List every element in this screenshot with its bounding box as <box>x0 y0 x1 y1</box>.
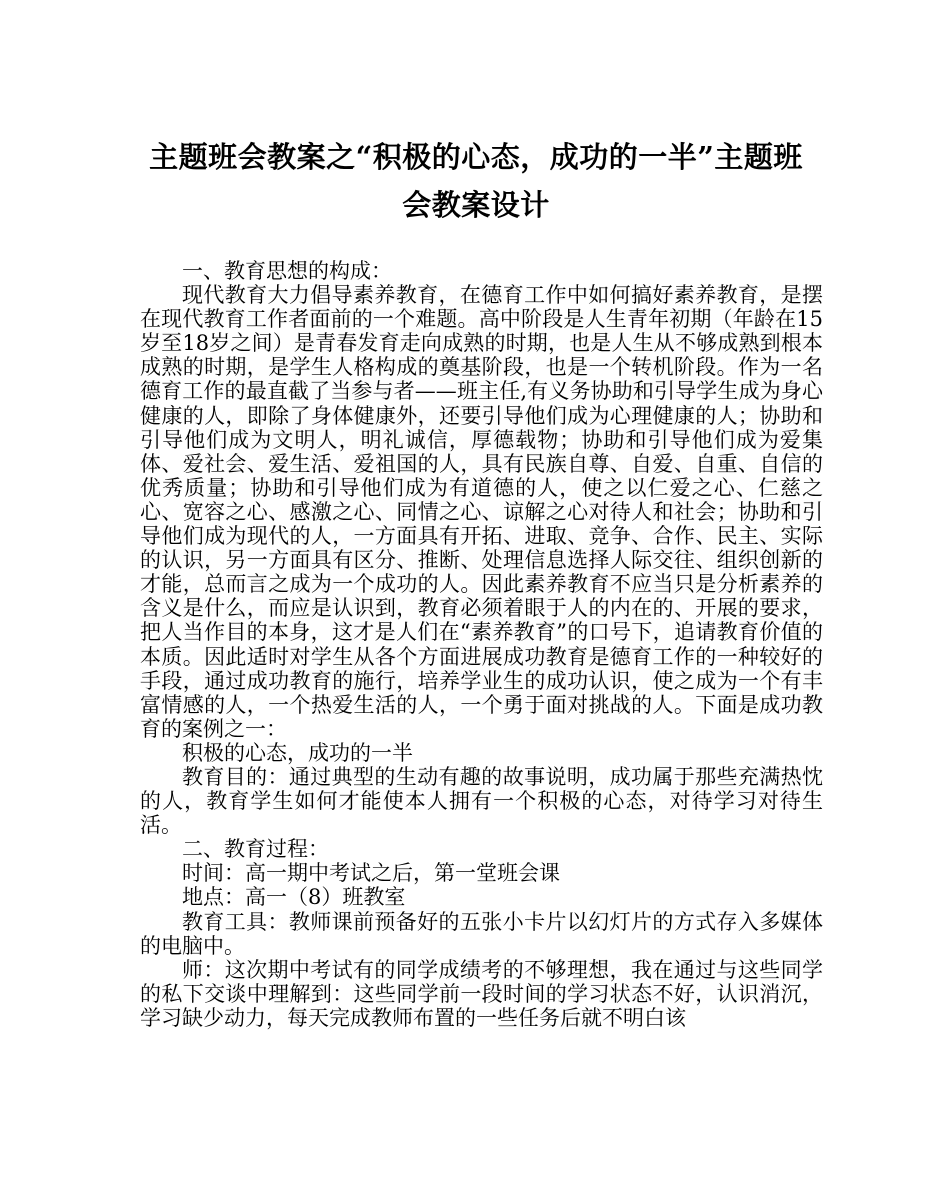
document-body <box>140 259 823 1030</box>
document-title: 主题班会教案之“积极的心态，成功的一半”主题班会教案设计 <box>149 140 803 222</box>
paragraph: 二、教育过程： <box>182 837 329 862</box>
paragraph: 现代教育大力倡导素养教育，在德育工作中如何搞好素养教育，是摆在现代教育工作者面前的一个难题。高中阶段是人生青年初期（年龄在15岁至18岁之间）是青春发育走向成熟的时期，也是人生从不够成熟到根本成熟的时期，是学生人格构成的奠基阶段，也是一个转机阶段。作为一名德育工作的最直截了当参与者——班主任,有义务协助和引导学生成为身心健康的人，即除了身体健康外，还要引导他们成为心理健康的人；协助和引导他们成为文明人，明礼诚信，厚德载物；协助和引导他们成为爱集体、爱社会、爱生活、爱祖国的人，具有民族自尊、自爱、自重、自信的优秀质量；协助和引导他们成为有道德的人，使之以仁爱之心、仁慈之心、宽容之心、感激之心、同情之心、谅解之心对待人和社会；协助和引导他们成为现代的人，一方面具有开拓、进取、竞争、合作、民主、实际的认识，另一方面具有区分、推断、处理信息选择人际交往、组织创新的才能，总而言之成为一个成功的人。因此素养教育不应当只是分析素养的含义是什么，而应是认识到，教育必须着眼于人的内在的、开展的要求，把人当作目的本身，这才是人们在“素养教育”的口号下，追请教育价值的本质。因此适时对学生从各个方面进展成功教育是德育工作的一种较好的手段，通过成功教育的施行，培养学业生的成功认识，使之成为一个有丰富情感的人，一个热爱生活的人，一个勇于面对挑战的人。下面是成功教育的案例之一： <box>140 283 823 741</box>
paragraph: 一、教育思想的构成： <box>182 259 392 283</box>
paragraph: 地点：高一（8）班教室 <box>182 885 406 910</box>
paragraph: 时间：高一期中考试之后，第一堂班会课 <box>182 861 560 886</box>
paragraph: 教育目的：通过典型的生动有趣的故事说明，成功属于那些充满热忱的人，教育学生如何才能使本人拥有一个积极的心态，对待学习对待生活。 <box>140 764 823 838</box>
paragraph: 师：这次期中考试有的同学成绩考的不够理想，我在通过与这些同学的私下交谈中理解到：这些同学前一段时间的学习状态不好，认识消沉，学习缺少动力，每天完成教师布置的一些任务后就不明白该 <box>140 957 823 1030</box>
paragraph: 积极的心态，成功的一半 <box>182 740 413 765</box>
paragraph: 教育工具：教师课前预备好的五张小卡片以幻灯片的方式存入多媒体的电脑中。 <box>140 909 823 958</box>
